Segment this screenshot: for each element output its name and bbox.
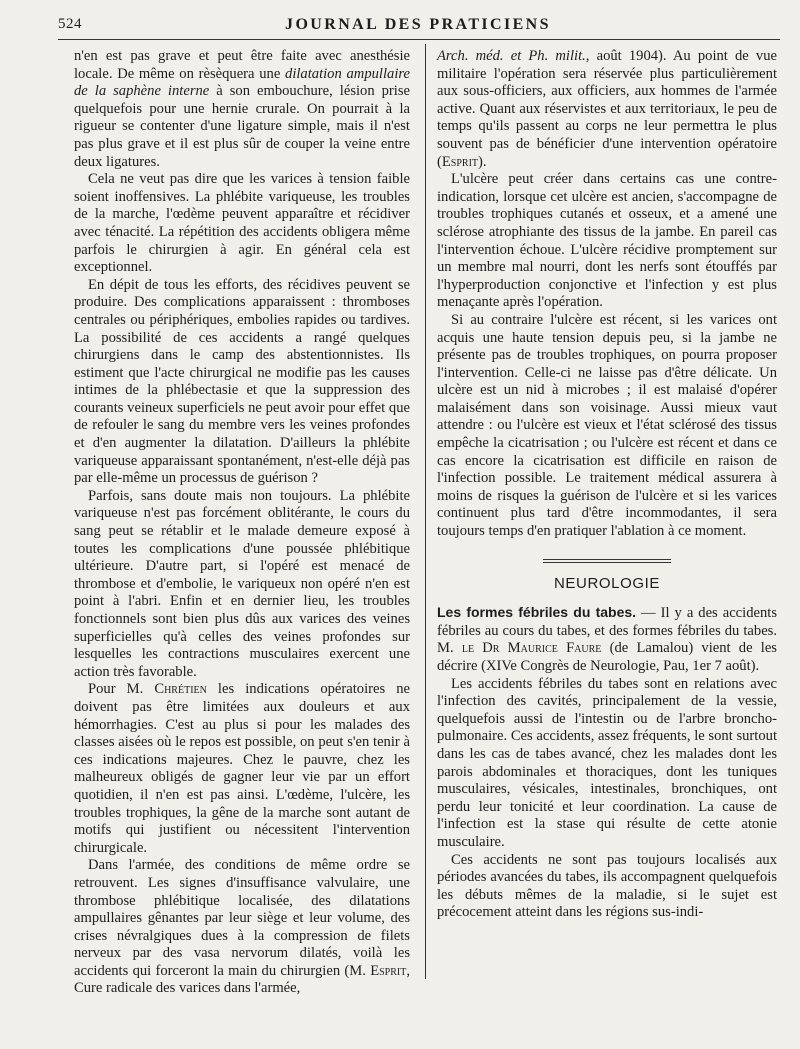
journal-title: JOURNAL DES PRATICIENS: [285, 16, 551, 33]
left-paragraph-5: Pour M. Chrétien les indications opératoires ne doivent pas être limitées aux douleurs et aux hémorrhagies. C'est au plus si pour les malades des classes aisées où le repos est possible, on peut s'en tenir à ces indications majeures. Chez le pauvre, chez les malheureux obligés de gagner leur vie par un effort quotidien, il n'en est pas ainsi. L'œdème, l'ulcère, les troubles trophiques, la gêne de la marche sont autant de motifs qui justifient ou nécessitent l'intervention chirurgicale.: [74, 681, 411, 856]
right-paragraph-3: Si au contraire l'ulcère est récent, si les varices ont acquis une haute tension depuis peu, si la jambe ne présente pas de troubles trophiques, on pourra proposer l'intervention. Celle-ci ne laisse pas d'être délicate. Un ulcère est un nid à microbes ; il est malaisé d'opérer malaisément dans son voisinage. Aussi mieux vaut attendre : ou l'ulcère est vieux et l'état sclérosé des tissus empêche la cicatrisation ; ou l'ulcère est récent et dans ce cas encore la cicatrisation est difficile en raison de l'infection possible. Le traitement médical assurera à moins de risques la guérison de l'ulcère et si les varices continuent plus tard d'être incommodantes, il sera toujours temps d'en pratiquer l'ablation à ce moment.: [437, 311, 777, 540]
article-title: Les formes fébriles du tabes.: [437, 604, 637, 621]
header-rule: [58, 39, 780, 40]
right-paragraph-5: Les accidents fébriles du tabes sont en relations avec l'infection des cavités, principalement de la vessie, quelquefois aussi de l'intestin ou de l'arbre broncho-pulmonaire. Ces accidents, assez fréquents, le sont surtout dans les cas de tabes avancé, chez les malades dont les parois abdominales et thoraciques, dont les tuniques musculaires, vésicales, intestinales, bronchiques, ont perdu leur tonicité et leur coordination. La cause de l'infection est la stase qui résulte de cette atonie musculaire.: [437, 675, 777, 850]
page-header: [58, 10, 778, 36]
section-separator: [543, 559, 671, 565]
section-title: NEUROLOGIE: [553, 574, 661, 592]
right-paragraph-4: Les formes fébriles du tabes. — Il y a des accidents fébriles au cours du tabes, et des formes fébriles du tabes. M. le Dr Maurice Faure (de Lamalou) vient de les décrire (XIVe Congrès de Neurologie, Pau, 1er 7 août).: [437, 604, 778, 674]
right-paragraph-6: Ces accidents ne sont pas toujours localisés aux périodes avancées du tabes, ils accompagnent quelquefois les débuts mêmes de la maladie, si le sujet est précocement atteint dans les régions sus-indi-: [437, 851, 777, 921]
left-paragraph-1: n'en est pas grave et peut être faite avec anesthésie locale. De même on rèsèquera une dilatation ampullaire de la saphène interne à son embouchure, lésion prise quelquefois pour une hernie crurale. On pourrait à la rigueur se contenter d'une ligature simple, mais il n'est pas plus grave et il est plus sûr de couper la veine entre deux ligatures.: [74, 48, 411, 170]
right-paragraph-2: L'ulcère peut créer dans certains cas une contre-indication, lorsque cet ulcère est ancien, s'accompagne de troubles trophiques cutanés et osseux, et a amené une sclérose atrophiante des tissus de la jambe. En pareil cas l'intervention échoue. L'ulcère récidive promptement sur un membre mal nourri, dont les nerfs sont étouffés par l'hyperproduction conjonctive et l'infection y est plus menaçante après l'opération.: [437, 171, 777, 311]
left-paragraph-6: Dans l'armée, des conditions de même ordre se retrouvent. Les signes d'insuffisance valvulaire, une thrombose phlébitique localisée, des dilatations ampullaires gênantes par leur siège et leur volume, des crises névralgiques dues à la compression de filets nerveux par des vasa nervorum dilatés, voilà les accidents qui forceront la main du chirurgien (M. Esprit, Cure radicale des varices dans l'armée,: [74, 857, 410, 997]
left-column: [74, 48, 410, 998]
column-divider: [425, 44, 426, 979]
right-paragraph-1: Arch. méd. et Ph. milit., août 1904). Au point de vue militaire l'opération sera réservée plus particulièrement aux sous-officiers, aux officiers, aux hommes de l'armée active. Quant aux réservistes et aux territoriaux, le peu de temps qu'ils passent au corps ne leur permettra le plus souvent pas de bénéficier d'une intervention opératoire (Esprit).: [437, 48, 777, 170]
page-number: 524: [58, 16, 82, 32]
left-paragraph-2: Cela ne veut pas dire que les varices à tension faible soient inoffensives. La phlébite variqueuse, les troubles de la marche, l'œdème peuvent apparaître et récidiver avec ténacité. La répétition des accidents obligera même parfois le chirurgien à agir. En général cela est exceptionnel.: [74, 171, 410, 276]
left-paragraph-4: Parfois, sans doute mais non toujours. La phlébite variqueuse n'est pas forcément oblitérante, le cours du sang peut se rétablir et le malade demeure exposé à toutes les complications d'une poussée phlébitique ultérieure. D'autre part, si l'opéré est menacé de thrombose et d'embolie, le variqueux non opéré n'en est point à l'abri. Enfin et en dernier lieu, les troubles fonctionnels sont bien plus dûs aux varices des veines superficielles qu'à celles des veines profondes sur lesquelles les contractions musculaires exercent une action très favorable.: [74, 487, 410, 680]
left-paragraph-3: En dépit de tous les efforts, des récidives peuvent se produire. Des complications apparaissent : thromboses centrales ou périphériques, embolies rapides ou tardives. La possibilité de ces accidents a rangé quelques chirurgiens dans le camp des abstentionnistes. Ils estiment que l'acte chirurgical ne modifie pas les causes intimes de la phlébectasie et que la suppression des courants veineux superficiels ne peut avoir pour effet que de refouler le sang du membre vers les veines profondes et d'en augmenter la dilatation. D'ailleurs la phlébite variqueuse apparaissant spontanément, n'est-elle déjà pas par elle-même un processus de guérison ?: [74, 276, 410, 487]
right-column: [437, 48, 777, 922]
